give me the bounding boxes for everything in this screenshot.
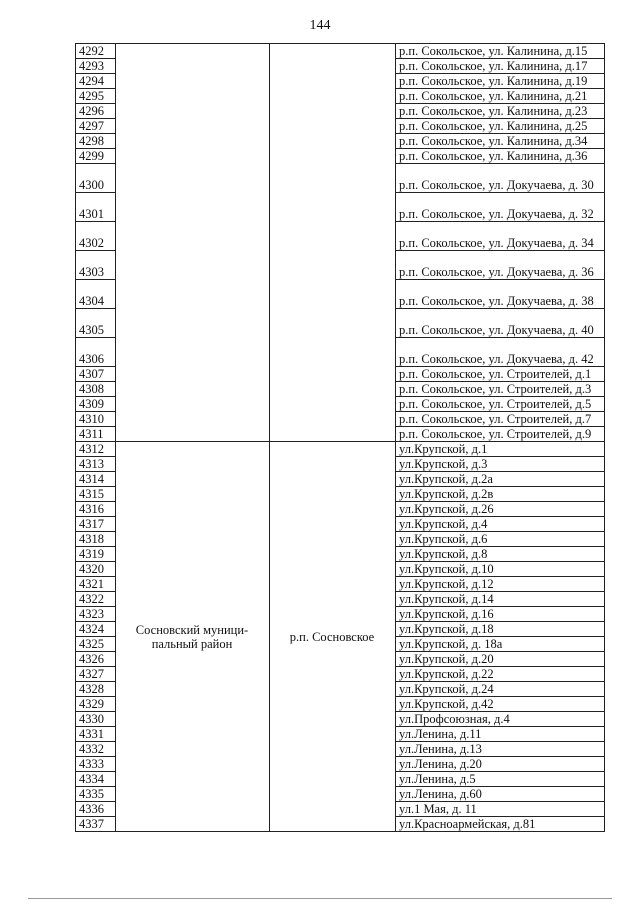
address-cell: ул.Крупской, д.2а xyxy=(396,472,605,487)
locality-cell xyxy=(270,44,396,442)
row-number: 4323 xyxy=(76,607,116,622)
row-number: 4311 xyxy=(76,427,116,442)
address-cell: ул.Крупской, д.22 xyxy=(396,667,605,682)
address-cell: ул.Крупской, д. 18а xyxy=(396,637,605,652)
address-cell: ул.Ленина, д.20 xyxy=(396,757,605,772)
row-number: 4312 xyxy=(76,442,116,457)
row-number: 4310 xyxy=(76,412,116,427)
row-number: 4327 xyxy=(76,667,116,682)
row-number: 4305 xyxy=(76,309,116,338)
row-number: 4295 xyxy=(76,89,116,104)
row-number: 4318 xyxy=(76,532,116,547)
address-cell: р.п. Сокольское, ул. Докучаева, д. 34 xyxy=(396,222,605,251)
address-cell: ул.Крупской, д.4 xyxy=(396,517,605,532)
address-cell: р.п. Сокольское, ул. Строителей, д.3 xyxy=(396,382,605,397)
address-cell: ул.Ленина, д.5 xyxy=(396,772,605,787)
address-cell: р.п. Сокольское, ул. Строителей, д.5 xyxy=(396,397,605,412)
row-number: 4316 xyxy=(76,502,116,517)
row-number: 4304 xyxy=(76,280,116,309)
row-number: 4308 xyxy=(76,382,116,397)
address-cell: ул.Крупской, д.16 xyxy=(396,607,605,622)
address-cell: р.п. Сокольское, ул. Докучаева, д. 40 xyxy=(396,309,605,338)
address-cell: р.п. Сокольское, ул. Докучаева, д. 30 xyxy=(396,164,605,193)
row-number: 4314 xyxy=(76,472,116,487)
row-number: 4324 xyxy=(76,622,116,637)
row-number: 4328 xyxy=(76,682,116,697)
row-number: 4303 xyxy=(76,251,116,280)
row-number: 4321 xyxy=(76,577,116,592)
address-cell: ул.Крупской, д.6 xyxy=(396,532,605,547)
row-number: 4299 xyxy=(76,149,116,164)
row-number: 4309 xyxy=(76,397,116,412)
address-cell: р.п. Сокольское, ул. Калинина, д.15 xyxy=(396,44,605,59)
address-cell: ул.Крупской, д.3 xyxy=(396,457,605,472)
row-number: 4332 xyxy=(76,742,116,757)
address-cell: ул.Крупской, д.24 xyxy=(396,682,605,697)
address-cell: р.п. Сокольское, ул. Калинина, д.17 xyxy=(396,59,605,74)
row-number: 4337 xyxy=(76,817,116,832)
row-number: 4307 xyxy=(76,367,116,382)
address-cell: р.п. Сокольское, ул. Строителей, д.1 xyxy=(396,367,605,382)
address-cell: ул.Крупской, д.10 xyxy=(396,562,605,577)
row-number: 4293 xyxy=(76,59,116,74)
row-number: 4329 xyxy=(76,697,116,712)
row-number: 4315 xyxy=(76,487,116,502)
address-cell: ул.Крупской, д.14 xyxy=(396,592,605,607)
row-number: 4301 xyxy=(76,193,116,222)
address-cell: р.п. Сокольское, ул. Калинина, д.36 xyxy=(396,149,605,164)
page-number: 144 xyxy=(309,18,331,33)
bottom-rule xyxy=(28,898,612,899)
address-table-body xyxy=(76,44,605,832)
address-cell: р.п. Сокольское, ул. Строителей, д.7 xyxy=(396,412,605,427)
table-row xyxy=(76,44,605,59)
row-number: 4333 xyxy=(76,757,116,772)
address-cell: ул.Крупской, д.1 xyxy=(396,442,605,457)
row-number: 4320 xyxy=(76,562,116,577)
address-cell: р.п. Сокольское, ул. Калинина, д.23 xyxy=(396,104,605,119)
row-number: 4325 xyxy=(76,637,116,652)
address-cell: р.п. Сокольское, ул. Строителей, д.9 xyxy=(396,427,605,442)
address-cell: ул.Крупской, д.8 xyxy=(396,547,605,562)
address-cell: р.п. Сокольское, ул. Докучаева, д. 42 xyxy=(396,338,605,367)
row-number: 4331 xyxy=(76,727,116,742)
address-cell: р.п. Сокольское, ул. Докучаева, д. 32 xyxy=(396,193,605,222)
row-number: 4326 xyxy=(76,652,116,667)
address-cell: ул.Ленина, д.13 xyxy=(396,742,605,757)
row-number: 4302 xyxy=(76,222,116,251)
row-number: 4306 xyxy=(76,338,116,367)
address-cell: ул.Крупской, д.12 xyxy=(396,577,605,592)
address-cell: ул.Крупской, д.2в xyxy=(396,487,605,502)
address-cell: ул.Ленина, д.60 xyxy=(396,787,605,802)
table-row xyxy=(76,442,605,457)
address-cell: р.п. Сокольское, ул. Калинина, д.19 xyxy=(396,74,605,89)
row-number: 4294 xyxy=(76,74,116,89)
row-number: 4335 xyxy=(76,787,116,802)
row-number: 4297 xyxy=(76,119,116,134)
address-cell: ул.Красноармейская, д.81 xyxy=(396,817,605,832)
address-cell: р.п. Сокольское, ул. Докучаева, д. 38 xyxy=(396,280,605,309)
row-number: 4292 xyxy=(76,44,116,59)
row-number: 4334 xyxy=(76,772,116,787)
address-cell: р.п. Сокольское, ул. Калинина, д.25 xyxy=(396,119,605,134)
address-cell: р.п. Сокольское, ул. Докучаева, д. 36 xyxy=(396,251,605,280)
row-number: 4319 xyxy=(76,547,116,562)
district-cell: Сосновский муници-пальный район xyxy=(116,442,270,832)
address-cell: ул.Крупской, д.42 xyxy=(396,697,605,712)
address-cell: ул.Крупской, д.20 xyxy=(396,652,605,667)
address-cell: ул.1 Мая, д. 11 xyxy=(396,802,605,817)
row-number: 4296 xyxy=(76,104,116,119)
address-cell: ул.Крупской, д.26 xyxy=(396,502,605,517)
address-cell: р.п. Сокольское, ул. Калинина, д.21 xyxy=(396,89,605,104)
address-cell: р.п. Сокольское, ул. Калинина, д.34 xyxy=(396,134,605,149)
row-number: 4300 xyxy=(76,164,116,193)
row-number: 4313 xyxy=(76,457,116,472)
row-number: 4298 xyxy=(76,134,116,149)
row-number: 4330 xyxy=(76,712,116,727)
address-cell: ул.Профсоюзная, д.4 xyxy=(396,712,605,727)
address-cell: ул.Ленина, д.11 xyxy=(396,727,605,742)
locality-cell: р.п. Сосновское xyxy=(270,442,396,832)
row-number: 4317 xyxy=(76,517,116,532)
row-number: 4336 xyxy=(76,802,116,817)
address-cell: ул.Крупской, д.18 xyxy=(396,622,605,637)
row-number: 4322 xyxy=(76,592,116,607)
district-cell xyxy=(116,44,270,442)
address-table xyxy=(75,43,605,832)
